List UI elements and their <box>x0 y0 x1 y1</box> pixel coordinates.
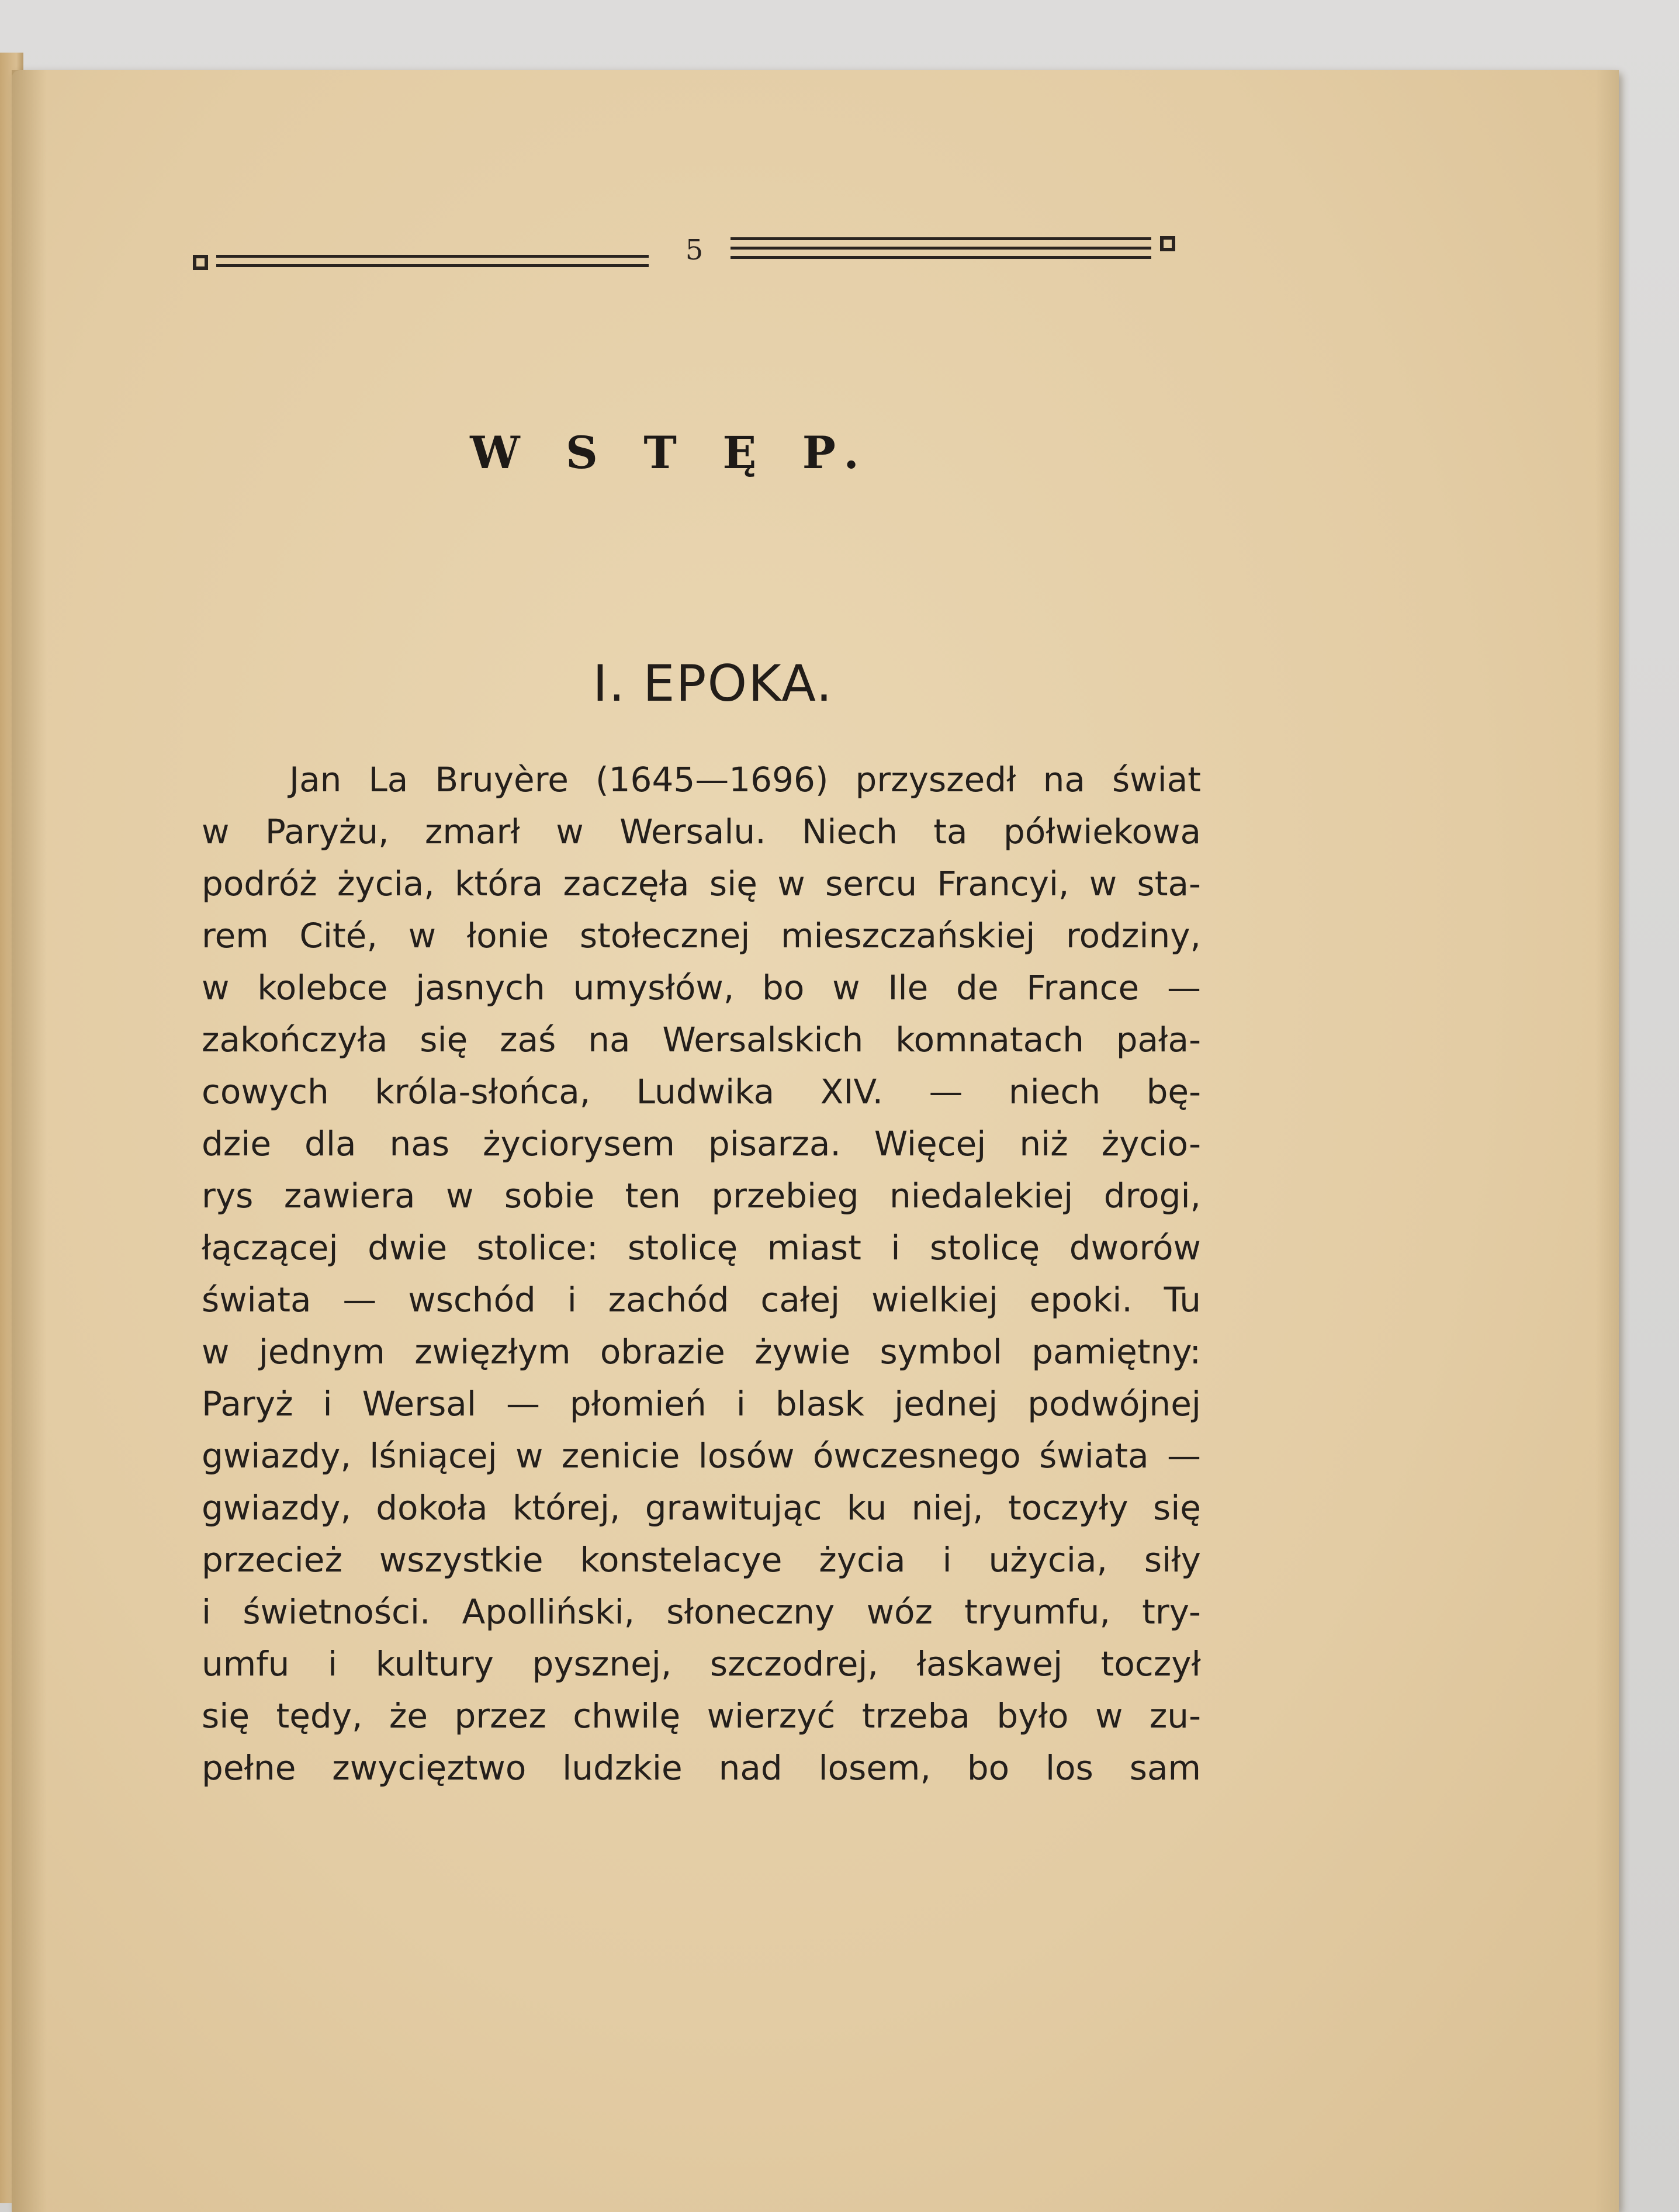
text-line: zakończyła się zaś na Wersalskich komnatach pała- <box>202 1020 1201 1060</box>
text-line: przecież wszystkie konstelacye życia i użycia, siły <box>202 1540 1201 1580</box>
main-title: W S T Ę P. <box>470 427 874 479</box>
right-ornament-line <box>731 247 1151 250</box>
text-line: Paryż i Wersal — płomień i blask jednej podwójnej <box>202 1384 1201 1424</box>
text-line: świata — wschód i zachód całej wielkiej epoki. Tu <box>202 1280 1201 1320</box>
text-line: się tędy, że przez chwilę wierzyć trzeba było w zu- <box>202 1696 1201 1736</box>
right-ornament-line <box>731 256 1151 259</box>
text-line: cowych króla-słońca, Ludwika XIV. — niech bę- <box>202 1072 1201 1112</box>
chapter-heading: I. EPOKA. <box>593 655 833 713</box>
page-number: 5 <box>685 234 704 266</box>
gutter-shadow <box>12 70 47 2212</box>
text-line: gwiazdy, dokoła której, grawitując ku niej, toczyły się <box>202 1488 1201 1528</box>
text-line: w Paryżu, zmarł w Wersalu. Niech ta półwiekowa <box>202 812 1201 851</box>
text-line: w kolebce jasnych umysłów, bo w Ile de France — <box>202 968 1201 1008</box>
right-ornament-line <box>731 237 1151 240</box>
text-line: łączącej dwie stolice: stolicę miast i stolicę dworów <box>202 1228 1201 1268</box>
right-ornament-square <box>1160 236 1175 251</box>
body-paragraph <box>202 754 1201 1794</box>
left-ornament-line <box>216 255 649 258</box>
text-line: gwiazdy, lśniącej w zenicie losów ówczesnego świata — <box>202 1436 1201 1476</box>
left-ornament-square <box>193 255 208 270</box>
text-line: umfu i kultury pysznej, szczodrej, łaskawej toczył <box>202 1644 1201 1684</box>
left-ornament-line <box>216 264 649 267</box>
page-edge <box>1595 70 1619 2212</box>
text-line: dzie dla nas życiorysem pisarza. Więcej niż życio- <box>202 1124 1201 1164</box>
text-line: w jednym zwięzłym obrazie żywie symbol pamiętny: <box>202 1332 1201 1372</box>
running-header <box>193 234 1186 269</box>
text-line: podróż życia, która zaczęła się w sercu Francyi, w sta- <box>202 864 1201 904</box>
text-line: Jan La Bruyère (1645—1696) przyszedł na świat <box>289 760 1201 799</box>
text-line: rem Cité, w łonie stołecznej mieszczańskiej rodziny, <box>202 916 1201 956</box>
text-line: rys zawiera w sobie ten przebieg niedalekiej drogi, <box>202 1176 1201 1216</box>
text-line: i świetności. Apolliński, słoneczny wóz tryumfu, try- <box>202 1592 1201 1632</box>
text-line: pełne zwycięztwo ludzkie nad losem, bo los sam <box>202 1748 1201 1788</box>
